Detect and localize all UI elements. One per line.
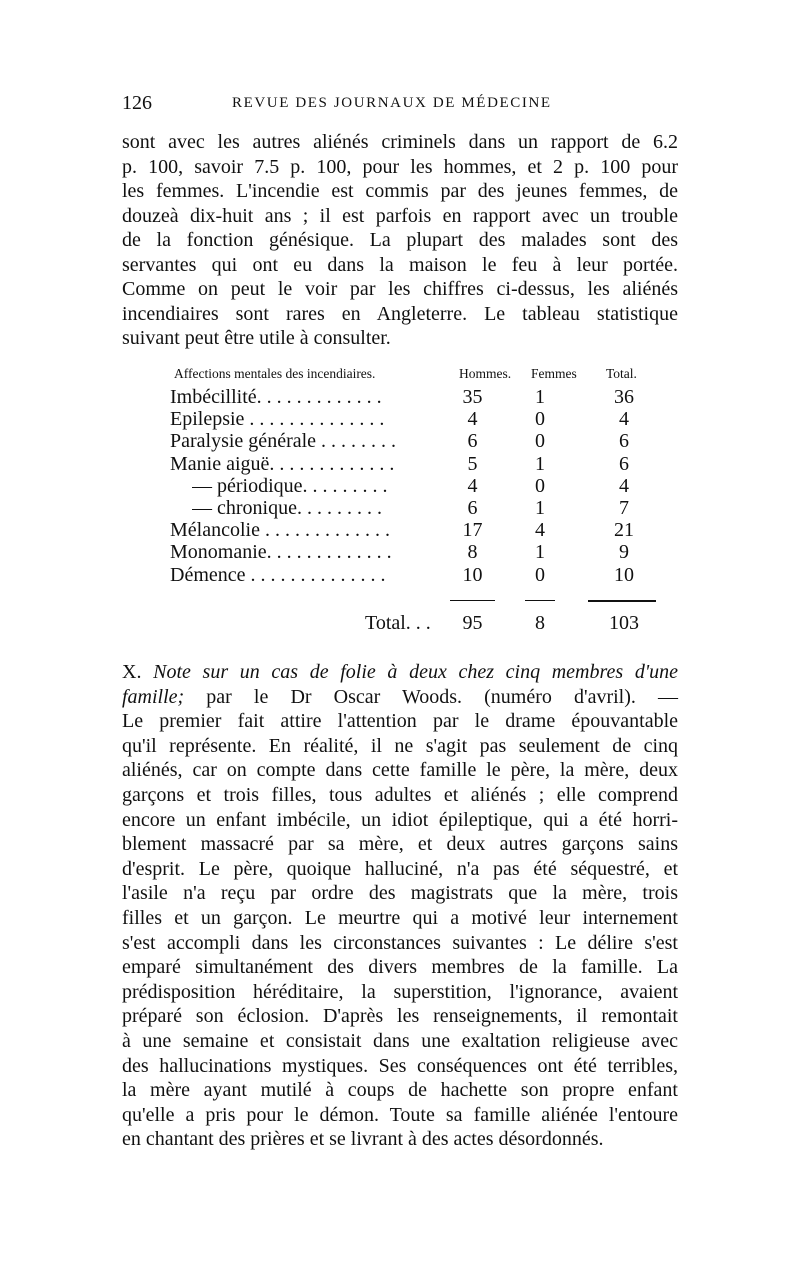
text-line: servantes qui ont eu dans la maison le feu à leur portée. <box>122 253 678 276</box>
text-line: sont avec les autres aliénés criminels dans un rapport de 6.2 <box>122 131 678 153</box>
sum-rule-total <box>588 600 656 602</box>
men-count: 10 <box>462 563 483 586</box>
table-header <box>170 362 660 386</box>
running-title: REVUE DES JOURNAUX DE MÉDECINE <box>232 95 552 111</box>
women-count: 1 <box>535 541 545 564</box>
text-line: s'est accompli dans les circonstances suivantes : Le délire s'est <box>122 931 678 954</box>
men-count: 5 <box>467 452 478 475</box>
row-label: Monomanie. . . . . . . . . . . . . <box>170 541 392 564</box>
text-line: blement massacré par sa mère, et deux autres garçons sains <box>122 833 678 856</box>
text-line: incendiaires sont rares en Angleterre. Le tableau statistique <box>122 302 678 325</box>
total-count: 21 <box>614 519 634 542</box>
row-label: Paralysie générale . . . . . . . . <box>170 430 397 453</box>
row-label: Epilepsie . . . . . . . . . . . . . . <box>170 408 385 431</box>
sum-rule-women <box>525 600 555 601</box>
total-count: 4 <box>619 408 629 431</box>
text-line: prédisposition héréditaire, la superstition, l'ignorance, avaient <box>122 980 678 1003</box>
text-line: encore un enfant imbécile, un idiot épileptique, qui a été horri- <box>122 808 678 831</box>
column-header-total: Total. <box>606 366 637 381</box>
text-line: Comme on peut le voir par les chiffres ci-dessus, les aliénés <box>122 278 678 300</box>
paragraph-review <box>122 660 678 1152</box>
text-line: emparé simultanément des divers membres de la famille. La <box>122 956 678 979</box>
article-title: Note sur un cas de folie à deux chez cinq membres d'une <box>153 661 678 683</box>
text-line: en chantant des prières et se livrant à des actes désordonnés. <box>122 1128 604 1151</box>
total-count: 10 <box>614 563 634 586</box>
total-count: 6 <box>619 430 629 453</box>
table-total-row <box>170 612 660 634</box>
column-header-women: Femmes <box>531 366 577 381</box>
men-count: 35 <box>462 386 483 408</box>
text-line: des hallucinations mystiques. Ses conséquences ont été terribles, <box>122 1054 678 1077</box>
text-line: qu'il représente. En réalité, il ne s'agit pas seulement de cinq <box>122 734 678 757</box>
total-count: 4 <box>619 474 629 497</box>
men-total: 95 <box>462 611 483 634</box>
table-title: Affections mentales des incendiaires. <box>174 366 376 381</box>
text-line: Le premier fait attire l'attention par le drame épouvantable <box>122 710 678 733</box>
men-count: 4 <box>467 408 478 431</box>
text-line <box>122 685 678 710</box>
section-number: X. <box>122 661 142 683</box>
statistics-table <box>170 362 660 634</box>
women-count: 1 <box>535 452 545 475</box>
article-author: par le Dr Oscar Woods. (numéro d'avril). — <box>184 685 678 708</box>
text-line: les femmes. L'incendie est commis par des jeunes femmes, de <box>122 180 678 202</box>
text-line: aliénés, car on compte dans cette famille le père, la mère, deux <box>122 759 678 782</box>
men-count: 17 <box>462 519 483 542</box>
text-line: p. 100, savoir 7.5 p. 100, pour les hommes, et 2 p. 100 pour <box>122 155 678 178</box>
table-row <box>170 386 660 408</box>
sum-rules <box>170 586 660 612</box>
women-count: 1 <box>535 386 545 408</box>
total-count: 9 <box>619 541 629 564</box>
men-count: 4 <box>467 474 478 497</box>
text-line: l'asile n'a reçu par ordre des magistrats que la mère, trois <box>122 882 678 905</box>
grand-total: 103 <box>609 611 639 634</box>
paragraph-intro <box>122 130 678 351</box>
men-count: 6 <box>467 496 478 519</box>
women-count: 0 <box>535 563 545 586</box>
total-count: 36 <box>614 386 634 408</box>
women-total: 8 <box>535 611 545 634</box>
text-line: préparé son éclosion. D'après les renseignements, il remontait <box>122 1005 678 1028</box>
table-row <box>170 453 660 475</box>
women-count: 0 <box>535 430 545 453</box>
table-row <box>170 519 660 541</box>
text-line: douzeà dix-huit ans ; il est parfois en rapport avec un trouble <box>122 204 678 227</box>
sum-rule-men <box>450 600 495 601</box>
men-count: 8 <box>467 541 478 564</box>
page-number: 126 <box>122 92 152 114</box>
text-line: d'esprit. Le père, quoique halluciné, n'a pas été séquestré, et <box>122 857 678 880</box>
running-head <box>122 92 678 118</box>
women-count: 4 <box>535 519 545 542</box>
text-line: filles et un garçon. Le meurtre qui a motivé leur internement <box>122 906 678 929</box>
table-row <box>170 430 660 452</box>
text-line: suivant peut être utile à consulter. <box>122 327 391 349</box>
column-header-men: Hommes. <box>459 366 512 381</box>
women-count: 1 <box>535 496 545 519</box>
table-row <box>170 541 660 563</box>
women-count: 0 <box>535 408 545 431</box>
table-row <box>170 497 660 519</box>
row-label: — chronique. . . . . . . . . <box>192 496 382 519</box>
row-label: Imbécillité. . . . . . . . . . . . . <box>170 386 382 408</box>
table-row <box>170 564 660 586</box>
row-label: — périodique. . . . . . . . . <box>192 474 388 497</box>
total-count: 6 <box>619 452 629 475</box>
text-line: la mère ayant mutilé à coups de hachette son propre enfant <box>122 1079 678 1102</box>
text-line: qu'elle a pris pour le démon. Toute sa famille aliénée l'entoure <box>122 1103 678 1126</box>
text-line: à une semaine et consistait dans une exaltation religieuse avec <box>122 1029 678 1052</box>
table-row <box>170 475 660 497</box>
row-label: Mélancolie . . . . . . . . . . . . . <box>170 519 390 542</box>
text-line: garçons et trois filles, tous adultes et aliénés ; elle comprend <box>122 783 678 806</box>
row-label: Manie aiguë. . . . . . . . . . . . . <box>170 452 395 475</box>
total-count: 7 <box>619 496 629 519</box>
total-label: Total. . . <box>365 611 431 634</box>
article-title-continued: famille; <box>122 685 185 708</box>
row-label: Démence . . . . . . . . . . . . . . <box>170 563 386 586</box>
women-count: 0 <box>535 474 545 497</box>
text-line <box>122 660 678 685</box>
men-count: 6 <box>467 430 478 453</box>
text-line: de la fonction génésique. La plupart des malades sont des <box>122 229 678 251</box>
table-row <box>170 408 660 430</box>
